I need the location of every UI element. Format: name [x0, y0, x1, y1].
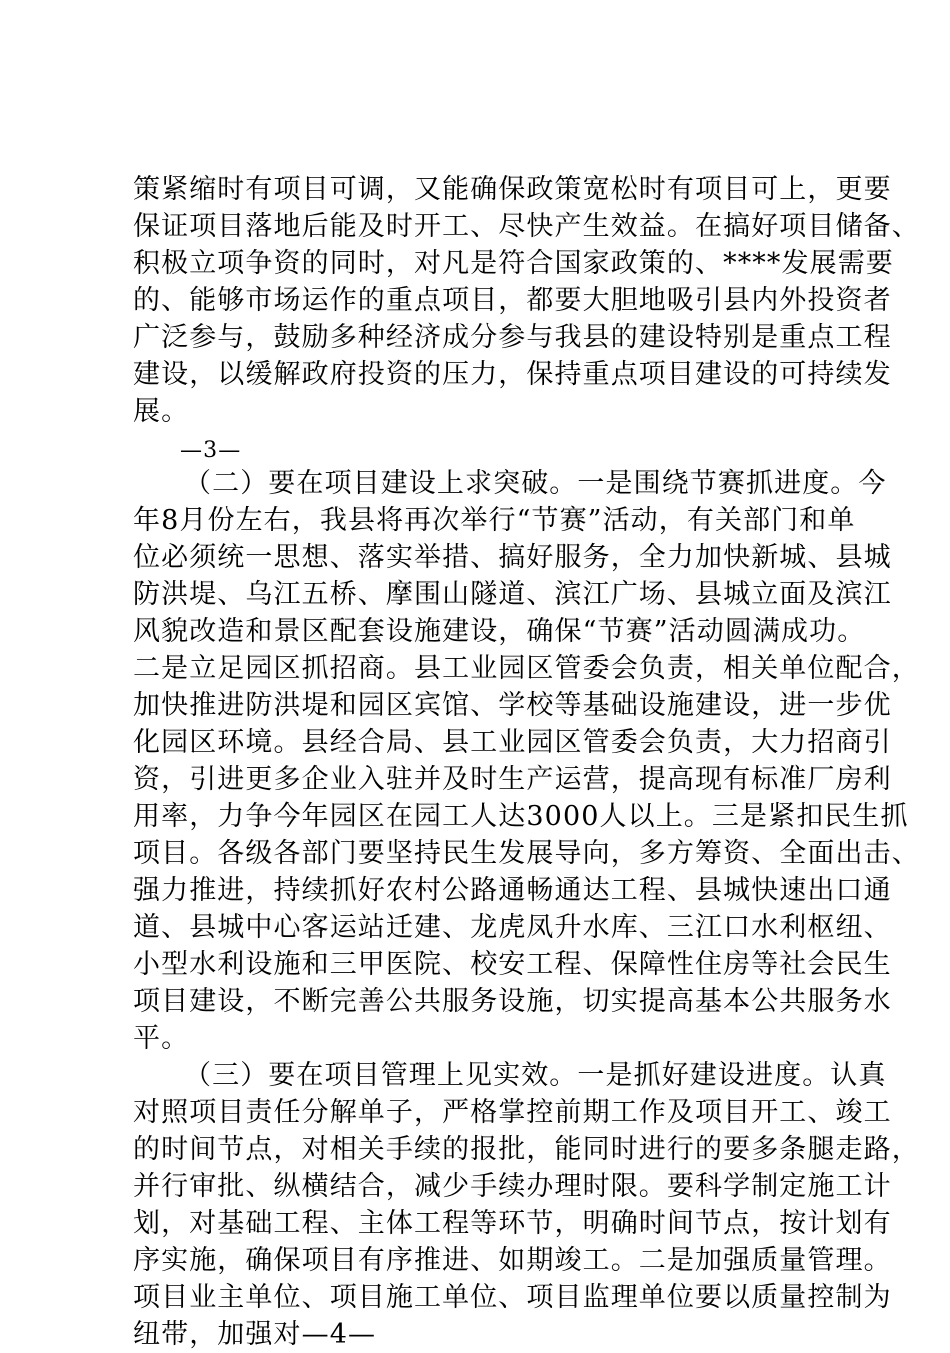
text-line: 强力推进，持续抓好农村公路通畅通达工程、县城快速出口通 [133, 875, 892, 906]
text-line: 广泛参与，鼓励多种经济成分参与我县的建设特别是重点工程 [133, 322, 892, 353]
text-line: 风貌改造和景区配套设施建设，确保“节赛”活动圆满成功。 [133, 616, 866, 647]
text-line: 化园区环境。县经合局、县工业园区管委会负责，大力招商引 [133, 727, 892, 758]
paragraph-start: （三）要在项目管理上见实效。一是抓好建设进度。认真 [184, 1060, 887, 1091]
text-line: 对照项目责任分解单子，严格掌控前期工作及项目开工、竣工 [133, 1097, 892, 1128]
text-line: 小型水利设施和三甲医院、校安工程、保障性住房等社会民生 [133, 949, 892, 980]
text-line: 划，对基础工程、主体工程等环节，明确时间节点，按计划有 [133, 1208, 892, 1239]
text-line: 纽带，加强对—4— [133, 1319, 377, 1350]
text-line: 的、能够市场运作的重点项目，都要大胆地吸引县内外投资者 [133, 285, 892, 316]
text-line: 二是立足园区抓招商。县工业园区管委会负责，相关单位配合， [133, 653, 920, 684]
text-line: 并行审批、纵横结合，减少手续办理时限。要科学制定施工计 [133, 1171, 892, 1202]
text-line: 用率，力争今年园区在园工人达3000人以上。三是紧扣民生抓 [133, 801, 909, 832]
text-line: 项目业主单位、项目施工单位、项目监理单位要以质量控制为 [133, 1282, 892, 1313]
text-line: 位必须统一思想、落实举措、搞好服务，全力加快新城、县城 [133, 542, 892, 573]
text-line: 加快推进防洪堤和园区宾馆、学校等基础设施建设，进一步优 [133, 690, 892, 721]
text-line: 积极立项争资的同时，对凡是符合国家政策的、****发展需要 [133, 248, 894, 279]
text-line: 的时间节点，对相关手续的报批，能同时进行的要多条腿走路， [133, 1134, 920, 1165]
text-line: 展。 [133, 396, 190, 427]
text-line: 项目建设，不断完善公共服务设施，切实提高基本公共服务水 [133, 986, 892, 1017]
text-line: 平。 [133, 1023, 190, 1054]
paragraph-start: （二）要在项目建设上求突破。一是围绕节赛抓进度。今 [184, 468, 887, 499]
text-line: 保证项目落地后能及时开工、尽快产生效益。在搞好项目储备、 [133, 211, 920, 242]
text-line: 项目。各级各部门要坚持民生发展导向，多方筹资、全面出击、 [133, 838, 920, 869]
page-marker: —3— [180, 438, 242, 463]
text-line: 建设，以缓解政府投资的压力，保持重点项目建设的可持续发 [133, 359, 892, 390]
text-line: 资，引进更多企业入驻并及时生产运营，提高现有标准厂房利 [133, 764, 892, 795]
text-line: 防洪堤、乌江五桥、摩围山隧道、滨江广场、县城立面及滨江 [133, 579, 892, 610]
text-line: 序实施，确保项目有序推进、如期竣工。二是加强质量管理。 [133, 1245, 892, 1276]
text-line: 年8月份左右，我县将再次举行“节赛”活动，有关部门和单 [133, 505, 856, 536]
text-line: 策紧缩时有项目可调，又能确保政策宽松时有项目可上，更要 [133, 174, 892, 205]
text-line: 道、县城中心客运站迁建、龙虎凤升水库、三江口水利枢纽、 [133, 912, 892, 943]
